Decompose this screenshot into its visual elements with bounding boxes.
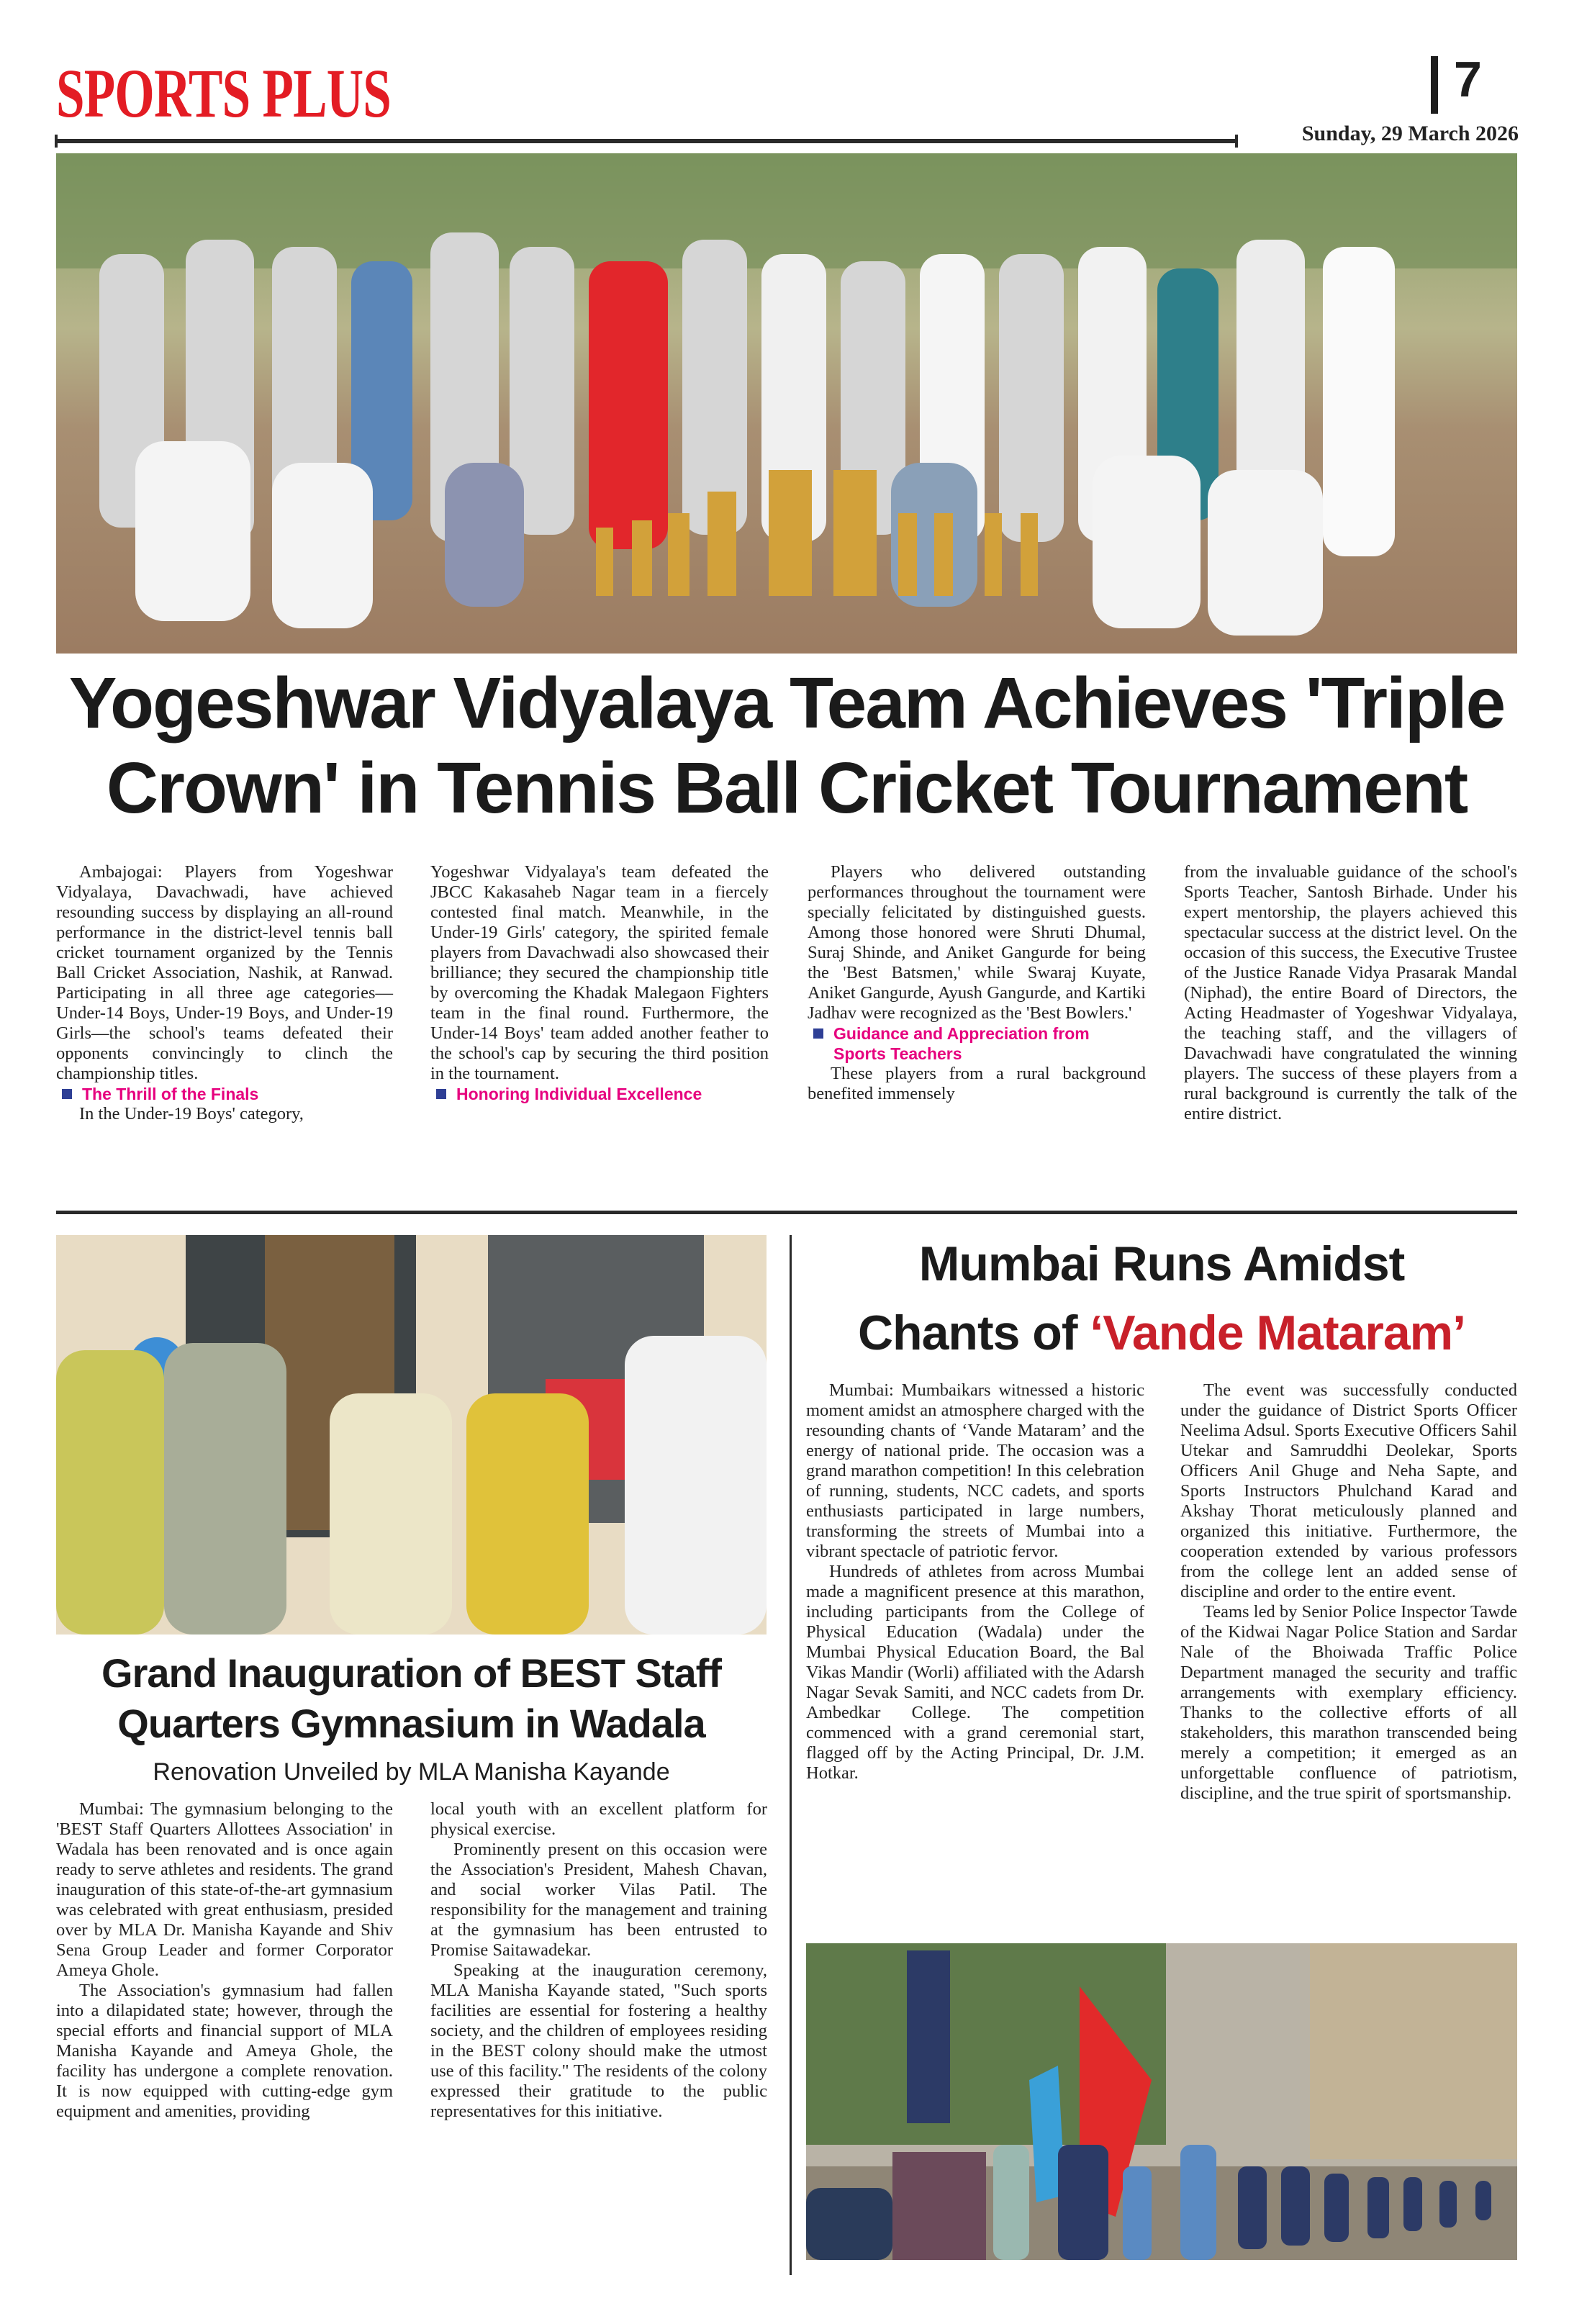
paragraph: Prominently present on this occasion were the Association's President, Mahesh Chavan, and social worker Vilas Patil. The responsibility for the management and training at the gymnasium has been entrusted to Promise Saitawadekar. — [430, 1840, 767, 1960]
gym-headline-line1: Grand Inauguration of BEST Staff — [101, 1650, 721, 1696]
lead-column-2 — [430, 862, 769, 1104]
headline-highlight: ‘Vande Mataram’ — [1090, 1306, 1466, 1360]
square-bullet-icon — [436, 1089, 446, 1099]
paragraph: The Association's gymnasium had fallen into a dilapidated state; however, through the special efforts and financial support of MLA Manisha Kayande and Ameya Ghole, the facility has undergone a complete renovation. It is now equipped with cutting-edge gym equipment and amenities, providing — [56, 1981, 393, 2121]
subheading-text: The Thrill of the Finals — [82, 1085, 259, 1103]
square-bullet-icon — [813, 1028, 823, 1039]
paragraph: In the Under-19 Boys' category, — [79, 1104, 304, 1123]
square-bullet-icon — [62, 1089, 72, 1099]
lead-headline — [56, 661, 1517, 831]
paragraph: local youth with an excellent platform for physical exercise. — [430, 1799, 767, 1839]
section-divider — [56, 1211, 1517, 1214]
gym-headline-line2: Quarters Gymnasium in Wadala — [117, 1701, 705, 1746]
issue-date: Sunday, 29 March 2026 — [1301, 122, 1519, 145]
marathon-column-2 — [1180, 1380, 1517, 1804]
subheading-honoring-excellence — [430, 1084, 769, 1104]
paragraph: Players who delivered outstanding performances throughout the tournament were specially felicitated by distinguished guests. Among those honored were Shruti Dhumal, Suraj Shinde, and Aniket Gangurde for being the 'Best Batsmen,' while Swaraj Kuyate, Aniket Gangurde, Ayush Gangurde, and Kartiki Jadhav were recognized as the 'Best Bowlers.' — [808, 862, 1146, 1023]
page-number-bar — [1431, 56, 1438, 114]
paragraph: Speaking at the inauguration ceremony, MLA Manisha Kayande stated, "Such sports facilities are essential for fostering a healthy society, and the children of employees residing in the BEST colony should make the utmost use of this facility." The residents of the colony expressed their gratitude to the public representatives for this initiative. — [430, 1961, 767, 2121]
subheading-guidance — [808, 1023, 1146, 1064]
marathon-column-1 — [806, 1380, 1144, 1783]
gym-deck: Renovation Unveiled by MLA Manisha Kayande — [153, 1758, 670, 1786]
page-number: 7 — [1454, 51, 1482, 107]
lead-headline-line2: Crown' in Tennis Ball Cricket Tournament — [106, 748, 1468, 828]
lead-headline-line1: Yogeshwar Vidyalaya Team Achieves 'Triple — [68, 663, 1505, 743]
headline-prefix: Chants of — [857, 1306, 1090, 1360]
gym-inauguration-photo — [56, 1235, 767, 1635]
team-trophy-photo — [56, 153, 1517, 654]
lead-column-4 — [1184, 862, 1517, 1124]
paragraph: Hundreds of athletes from across Mumbai made a magnificent presence at this marathon, including participants from the College of Physical Education (Wadala) under the Mumbai Physical Education Board, the Bal Vikas Mandir (Worli) affiliated with the Adarsh Nagar Sevak Samiti, and NCC cadets from Dr. Ambedkar College. The competition commenced with a grand ceremonial start, flagged off by the Acting Principal, Dr. J.M. Hotkar. — [806, 1562, 1144, 1783]
paragraph: Mumbai: Mumbaikars witnessed a historic moment amidst an atmosphere charged with the resounding chants of ‘Vande Mataram’ and the energy of national pride. The occasion was a grand marathon competition! In this celebration of running, students, NCC cadets, and sports enthusiasts participated in large numbers, transforming the streets of Mumbai into a vibrant spectacle of patriotic fervor. — [806, 1380, 1144, 1561]
lead-column-1 — [56, 862, 393, 1124]
section-title: SPORTS PLUS — [56, 55, 392, 132]
paragraph: Ambajogai: Players from Yogeshwar Vidyalaya, Davachwadi, have achieved resounding success by displaying an all-round performance in the district-level tennis ball cricket tournament organized by the Tennis Ball Cricket Association, Nashik, at Ranwad. Participating in all three age categories—Under-14 Boys, Under-19 Boys, and Under-19 Girls—the school's teams defeated their opponents convincingly to clinch the championship titles. — [56, 862, 393, 1083]
gym-headline — [56, 1648, 767, 1749]
subheading-text: Guidance and Appreciation from Sports Teachers — [833, 1024, 1090, 1063]
paragraph: Yogeshwar Vidyalaya's team defeated the JBCC Kakasaheb Nagar team in a fiercely contested final match. Meanwhile, in the Under-19 Girls' category, the spirited female players from Davachwadi also showcased their brilliance; they secured the championship title by overcoming the Khadak Malegaon Fighters team in the final round. Furthermore, the Under-14 Boys' team added another feather to the school's cap by securing the third position in the tournament. — [430, 862, 769, 1083]
paragraph: from the invaluable guidance of the school's Sports Teacher, Santosh Birhade. Under his expert mentorship, the players achieved this spectacular success at the district level. On the occasion of this success, the Executive Trustee of the Justice Ranade Vidya Prasarak Mandal (Niphad), the entire Board of Directors, the Acting Headmaster of Yogeshwar Vidyalaya, the teaching staff, and the villagers of Davachwadi have congratulated the winning players. The success of these players from a rural background is currently the talk of the entire district. — [1184, 862, 1517, 1123]
masthead-rule — [56, 139, 1236, 143]
subheading-text: Honoring Individual Excellence — [456, 1085, 702, 1103]
lead-column-3 — [808, 862, 1146, 1104]
marathon-headline-line1: Mumbai Runs Amidst — [918, 1236, 1405, 1291]
marathon-headline-line2 — [806, 1298, 1517, 1367]
column-divider — [790, 1235, 792, 2275]
marathon-run-photo — [806, 1943, 1517, 2260]
paragraph: The event was successfully conducted under the guidance of District Sports Officer Neelima Adsul. Sports Executive Officers Sahil Utekar and Samruddhi Deolekar, Sports Officers Anil Ghuge and Neha Sapte, and Sports Instructors Phulchand Karad and Akshay Thorat meticulously planned and organized this initiative. Furthermore, the cooperation extended by various professors from the college lent an added sense of discipline and order to the entire event. — [1180, 1380, 1517, 1601]
paragraph: These players from a rural background benefited immensely — [808, 1064, 1146, 1103]
gym-column-2 — [430, 1799, 767, 2122]
gym-column-1 — [56, 1799, 393, 2122]
paragraph: Teams led by Senior Police Inspector Tawde of the Kidwai Nagar Police Station and Sardar Nale of the Bhoiwada Traffic Police Department managed the security and traffic arrangements with exemplary efficiency. Thanks to the collective efforts of all stakeholders, this marathon transcended being merely a competition; it emerged as an unforgettable confluence of patriotism, discipline, and the true spirit of sportsmanship. — [1180, 1602, 1517, 1803]
marathon-headline — [806, 1229, 1517, 1367]
subheading-thrill-of-finals — [56, 1084, 393, 1104]
paragraph: Mumbai: The gymnasium belonging to the 'BEST Staff Quarters Allottees Association' in Wadala has been renovated and is once again ready to serve athletes and residents. The grand inauguration of this state-of-the-art gymnasium was celebrated with great enthusiasm, presided over by MLA Dr. Manisha Kayande and Shiv Sena Group Leader and former Corporator Ameya Ghole. — [56, 1799, 393, 1980]
